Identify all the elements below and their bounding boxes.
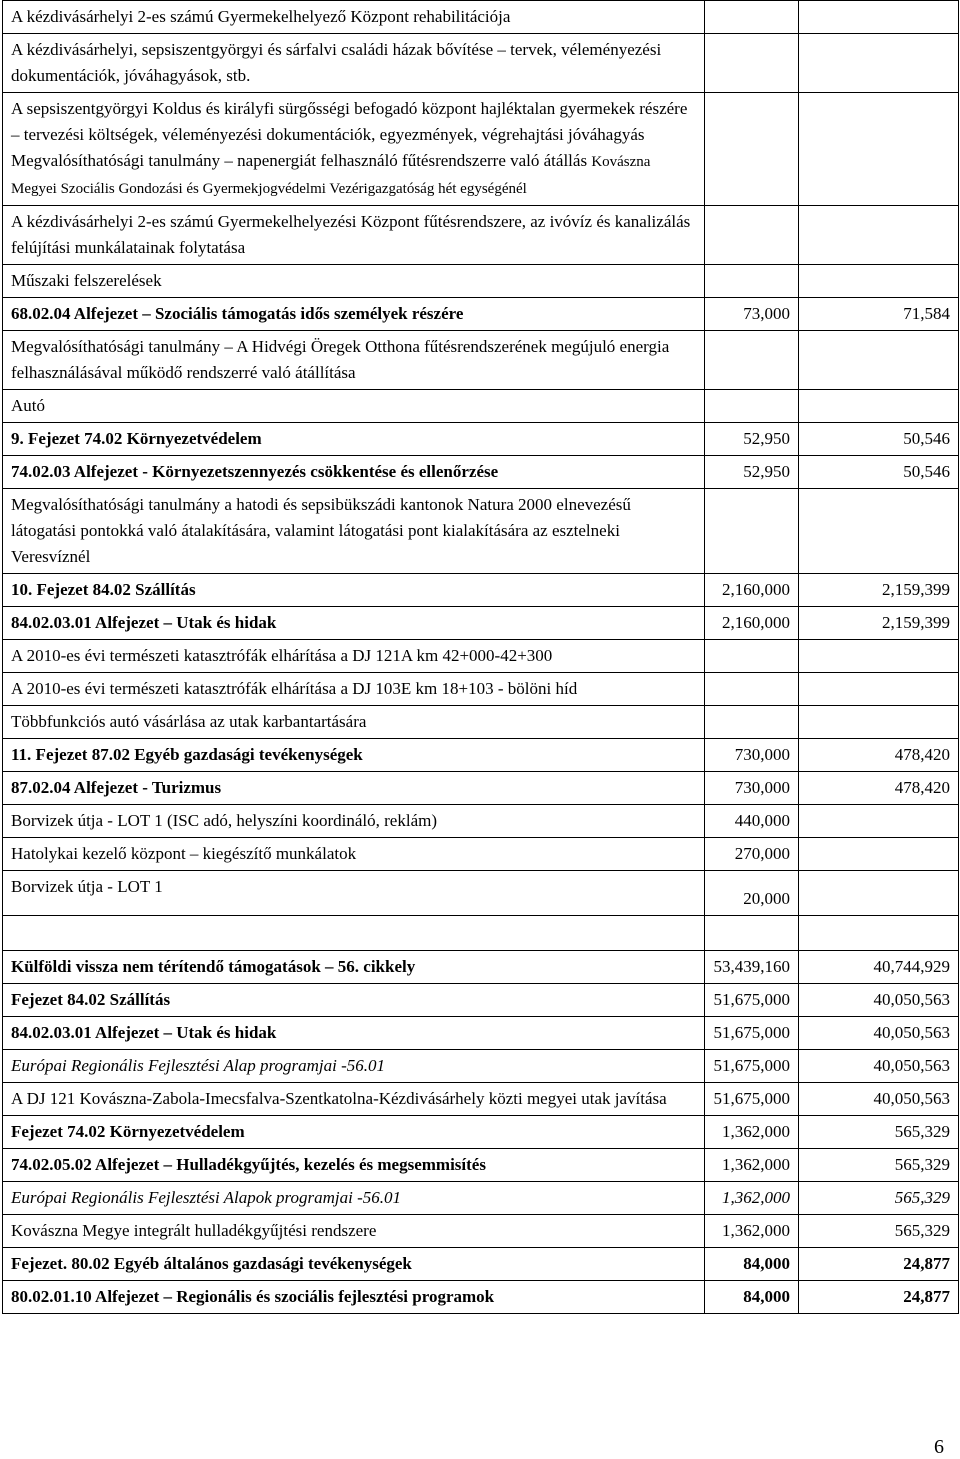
table-row <box>3 1050 959 1083</box>
row-label: 11. Fejezet 87.02 Egyéb gazdasági tevékenységek <box>3 739 705 772</box>
row-label: Fejezet 74.02 Környezetvédelem <box>3 1116 705 1149</box>
table-row <box>3 456 959 489</box>
table-row <box>3 838 959 871</box>
table-row <box>3 1182 959 1215</box>
table-row <box>3 951 959 984</box>
table-row <box>3 1 959 34</box>
row-label: Fejezet. 80.02 Egyéb általános gazdasági tevékenységek <box>3 1248 705 1281</box>
value-col1: 53,439,160 <box>705 951 799 984</box>
value-col1: 1,362,000 <box>705 1182 799 1215</box>
value-col2: 565,329 <box>799 1149 959 1182</box>
budget-table <box>2 0 959 1314</box>
value-col1: 51,675,000 <box>705 984 799 1017</box>
value-col1: 440,000 <box>705 805 799 838</box>
table-row <box>3 265 959 298</box>
table-row <box>3 706 959 739</box>
row-label: Autó <box>3 390 705 423</box>
value-col2: 565,329 <box>799 1182 959 1215</box>
value-col1: 51,675,000 <box>705 1050 799 1083</box>
value-col1: 1,362,000 <box>705 1116 799 1149</box>
row-label: A sepsiszentgyörgyi Koldus és királyfi sürgősségi befogadó központ hajléktalan gyermekek részére – tervezési költségek, véleményezési dokumentációk, egyezmények, végrehajtási jóváhagyás Megvalósíthatósági tanulmány – napenergiát felhasználó fűtésrendszerre való átállás <box>11 99 688 170</box>
table-row <box>3 34 959 93</box>
row-label: Többfunkciós autó vásárlása az utak karbantartására <box>3 706 705 739</box>
row-label: A kézdivásárhelyi 2-es számú Gyermekelhelyezési Központ fűtésrendszere, az ivóvíz és kanalizálás felújítási munkálatainak folytatása <box>3 206 705 265</box>
row-label: 9. Fejezet 74.02 Környezetvédelem <box>3 423 705 456</box>
table-row <box>3 390 959 423</box>
value-col1: 84,000 <box>705 1248 799 1281</box>
row-label: Borvizek útja - LOT 1 (ISC adó, helyszíni koordináló, reklám) <box>3 805 705 838</box>
value-col2: 565,329 <box>799 1116 959 1149</box>
value-col2: 40,744,929 <box>799 951 959 984</box>
row-label: Megvalósíthatósági tanulmány – A Hidvégi Öregek Otthona fűtésrendszerének megújuló energia felhasználásával működő rendszerré való átállítása <box>3 331 705 390</box>
table-row <box>3 489 959 574</box>
table-row <box>3 640 959 673</box>
row-label: 84.02.03.01 Alfejezet – Utak és hidak <box>3 1017 705 1050</box>
table-row <box>3 871 959 916</box>
row-label: Kovászna Megye integrált hulladékgyűjtési rendszere <box>3 1215 705 1248</box>
value-col1: 270,000 <box>705 838 799 871</box>
row-label: A 2010-es évi természeti katasztrófák elhárítása a DJ 103E km 18+103 - bölöni híd <box>3 673 705 706</box>
value-col1: 52,950 <box>705 456 799 489</box>
row-label: Műszaki felszerelések <box>3 265 705 298</box>
table-row <box>3 574 959 607</box>
table-row <box>3 805 959 838</box>
table-row <box>3 1149 959 1182</box>
row-label: 10. Fejezet 84.02 Szállítás <box>3 574 705 607</box>
table-row <box>3 607 959 640</box>
spacer-row <box>3 916 959 951</box>
table-row <box>3 298 959 331</box>
row-label: 68.02.04 Alfejezet – Szociális támogatás idős személyek részére <box>3 298 705 331</box>
value-col2: 478,420 <box>799 739 959 772</box>
value-col1: 730,000 <box>705 772 799 805</box>
row-label: A 2010-es évi természeti katasztrófák elhárítása a DJ 121A km 42+000-42+300 <box>3 640 705 673</box>
table-row <box>3 93 959 206</box>
table-row <box>3 331 959 390</box>
row-label: Európai Regionális Fejlesztési Alap programjai -56.01 <box>3 1050 705 1083</box>
table-row <box>3 1215 959 1248</box>
row-label: 84.02.03.01 Alfejezet – Utak és hidak <box>3 607 705 640</box>
value-col1: 51,675,000 <box>705 1017 799 1050</box>
value-col1: 2,160,000 <box>705 607 799 640</box>
table-row <box>3 1248 959 1281</box>
value-col1: 84,000 <box>705 1281 799 1314</box>
value-col1: 730,000 <box>705 739 799 772</box>
table-row <box>3 739 959 772</box>
value-col1: 52,950 <box>705 423 799 456</box>
table-row <box>3 673 959 706</box>
value-col1: 20,000 <box>705 871 799 916</box>
value-col1: 2,160,000 <box>705 574 799 607</box>
value-col2: 2,159,399 <box>799 574 959 607</box>
row-label: Hatolykai kezelő központ – kiegészítő munkálatok <box>3 838 705 871</box>
table-row <box>3 423 959 456</box>
page-number: 6 <box>934 1436 944 1458</box>
value-col2: 71,584 <box>799 298 959 331</box>
row-label: A DJ 121 Kovászna-Zabola-Imecsfalva-Szentkatolna-Kézdivásárhely közti megyei utak javítása <box>3 1083 705 1116</box>
value-col2: 24,877 <box>799 1281 959 1314</box>
row-label-cell <box>3 93 705 206</box>
table-row <box>3 984 959 1017</box>
row-label: Külföldi vissza nem térítendő támogatások – 56. cikkely <box>3 951 705 984</box>
value-col2: 478,420 <box>799 772 959 805</box>
value-col2: 40,050,563 <box>799 984 959 1017</box>
table-row <box>3 772 959 805</box>
value-col2: 24,877 <box>799 1248 959 1281</box>
row-label: 80.02.01.10 Alfejezet – Regionális és szociális fejlesztési programok <box>3 1281 705 1314</box>
table-row <box>3 1116 959 1149</box>
value-col2: 40,050,563 <box>799 1050 959 1083</box>
table-row <box>3 1281 959 1314</box>
row-label: 87.02.04 Alfejezet - Turizmus <box>3 772 705 805</box>
value-col2: 565,329 <box>799 1215 959 1248</box>
value-col1: 51,675,000 <box>705 1083 799 1116</box>
value-col2: 2,159,399 <box>799 607 959 640</box>
row-label: 74.02.05.02 Alfejezet – Hulladékgyűjtés, kezelés és megsemmisítés <box>3 1149 705 1182</box>
table-row <box>3 206 959 265</box>
row-label: Fejezet 84.02 Szállítás <box>3 984 705 1017</box>
row-label: 74.02.03 Alfejezet - Környezetszennyezés csökkentése és ellenőrzése <box>3 456 705 489</box>
value-col2: 40,050,563 <box>799 1083 959 1116</box>
row-label: Megvalósíthatósági tanulmány a hatodi és sepsibükszádi kantonok Natura 2000 elnevezésű látogatási pontokká való átalakítására, valamint látogatási pont kialakítására az esztelneki Veresvíznél <box>3 489 705 574</box>
row-label-small: Kovászna Megyei Szociális Gondozási és Gyermekjogvédelmi Vezérigazgatóság hét egységénél <box>11 154 651 197</box>
row-label: Borvizek útja - LOT 1 <box>3 871 705 916</box>
table-row <box>3 1083 959 1116</box>
row-label: A kézdivásárhelyi 2-es számú Gyermekelhelyező Központ rehabilitációja <box>3 1 705 34</box>
value-col2: 40,050,563 <box>799 1017 959 1050</box>
row-label: Európai Regionális Fejlesztési Alapok programjai -56.01 <box>3 1182 705 1215</box>
value-col1: 1,362,000 <box>705 1149 799 1182</box>
value-col2: 50,546 <box>799 456 959 489</box>
table-row <box>3 1017 959 1050</box>
value-col1: 73,000 <box>705 298 799 331</box>
value-col2: 50,546 <box>799 423 959 456</box>
value-col1: 1,362,000 <box>705 1215 799 1248</box>
row-label: A kézdivásárhelyi, sepsiszentgyörgyi és sárfalvi családi házak bővítése – tervek, véleményezési dokumentációk, jóváhagyások, stb. <box>3 34 705 93</box>
